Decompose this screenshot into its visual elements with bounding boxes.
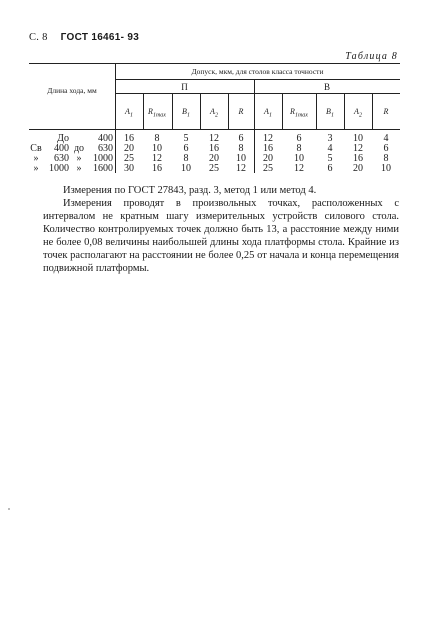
- table-cell: 6: [327, 163, 333, 174]
- sub-header-cell: $A_1$: [125, 107, 133, 119]
- table-cell: 10: [294, 153, 304, 164]
- row-to: »: [76, 163, 82, 174]
- table-cell: 20: [209, 153, 219, 164]
- page-header: [29, 32, 139, 43]
- table-cell: 12: [209, 133, 219, 144]
- table-cell: 30: [124, 163, 134, 174]
- table-cell: 4: [383, 133, 389, 144]
- table-cell: 5: [183, 133, 189, 144]
- sub-header-cell: $A_2$: [210, 107, 218, 119]
- table-cell: 16: [209, 143, 219, 154]
- table-cell: 8: [296, 143, 302, 154]
- table-cell: 8: [183, 153, 189, 164]
- table-cell: 16: [152, 163, 162, 174]
- body-text: [43, 184, 399, 275]
- table-cell: 20: [353, 163, 363, 174]
- table-cell: 6: [183, 143, 189, 154]
- table-cell: 16: [353, 153, 363, 164]
- sub-header-cell: $R_{1max}$: [290, 107, 308, 119]
- sub-header-cell: $B_1$: [326, 107, 334, 119]
- sub-header-cell: R: [383, 107, 389, 116]
- standard-number: ГОСТ 16461- 93: [60, 32, 140, 43]
- table-cell: 20: [124, 143, 134, 154]
- row-from: До: [57, 133, 69, 144]
- table-cell: 6: [296, 133, 302, 144]
- tolerance-table: [29, 63, 400, 173]
- table-cell: 10: [236, 153, 246, 164]
- column-header-length: Длина хода, мм: [47, 86, 97, 95]
- sub-header-cell: $B_1$: [182, 107, 190, 119]
- table-cell: 5: [327, 153, 333, 164]
- table-cell: 6: [383, 143, 389, 154]
- page-number: С. 8: [29, 32, 48, 43]
- table-cell: 4: [327, 143, 333, 154]
- table-cell: 6: [238, 133, 244, 144]
- table-title: Таблица 8: [345, 51, 398, 62]
- table-header-rule: [29, 129, 400, 130]
- paragraph-measurement: Измерения проводят в произвольных точках, расположенных с интервалом не кратным шагу измерительных устройств силового стола. Количество контролируемых точек должно быть 13, а расстояние между ними не более 0,08 величины наибольшей длины хода платформы стола. Крайние из точек располагают на расстоянии не более 0,25 от начала и конца перемещения подвижной платформы.: [43, 198, 399, 274]
- table-rule: [115, 79, 400, 80]
- table-cell: 3: [327, 133, 333, 144]
- table-cell: 8: [238, 143, 244, 154]
- paragraph-method: Измерения по ГОСТ 27843, разд. 3, метод 1 или метод 4.: [63, 185, 317, 196]
- table-cell: 12: [236, 163, 246, 174]
- row-prefix: Св: [30, 143, 42, 154]
- table-cell: 20: [263, 153, 273, 164]
- scan-speck: [8, 508, 10, 510]
- table-col-rule: [282, 93, 283, 129]
- row-to-value: 630: [98, 143, 113, 154]
- table-top-rule: [29, 63, 400, 64]
- table-cell: 12: [294, 163, 304, 174]
- row-to: до: [73, 143, 85, 154]
- row-to-value: 1000: [93, 153, 113, 164]
- row-from: 400: [54, 143, 69, 154]
- sub-header-cell: $A_2$: [354, 107, 362, 119]
- table-cell: 12: [152, 153, 162, 164]
- table-cell: 12: [263, 133, 273, 144]
- sub-header-cell: $R_{1max}$: [148, 107, 166, 119]
- table-cell: 8: [154, 133, 160, 144]
- row-from-value: 400: [98, 133, 113, 144]
- table-cell: 25: [124, 153, 134, 164]
- table-rule: [115, 93, 400, 94]
- row-prefix: »: [33, 163, 39, 174]
- table-cell: 10: [152, 143, 162, 154]
- table-cell: 25: [263, 163, 273, 174]
- class-header-v: В: [323, 82, 330, 92]
- row-from: 630: [54, 153, 69, 164]
- column-header-tolerance: Допуск, мкм, для столов класса точности: [191, 67, 324, 76]
- row-prefix: »: [33, 153, 39, 164]
- table-cell: 10: [353, 133, 363, 144]
- table-col-rule: [254, 79, 255, 173]
- table-cell: 16: [124, 133, 134, 144]
- sub-header-cell: $A_1$: [264, 107, 272, 119]
- table-cell: 16: [263, 143, 273, 154]
- class-header-p: П: [181, 82, 188, 92]
- row-from: 1000: [49, 163, 69, 174]
- table-cell: 25: [209, 163, 219, 174]
- row-to-value: 1600: [93, 163, 113, 174]
- table-cell: 10: [181, 163, 191, 174]
- table-cell: 12: [353, 143, 363, 154]
- sub-header-cell: R: [238, 107, 244, 116]
- table-cell: 10: [381, 163, 391, 174]
- row-to: »: [76, 153, 82, 164]
- table-cell: 8: [383, 153, 389, 164]
